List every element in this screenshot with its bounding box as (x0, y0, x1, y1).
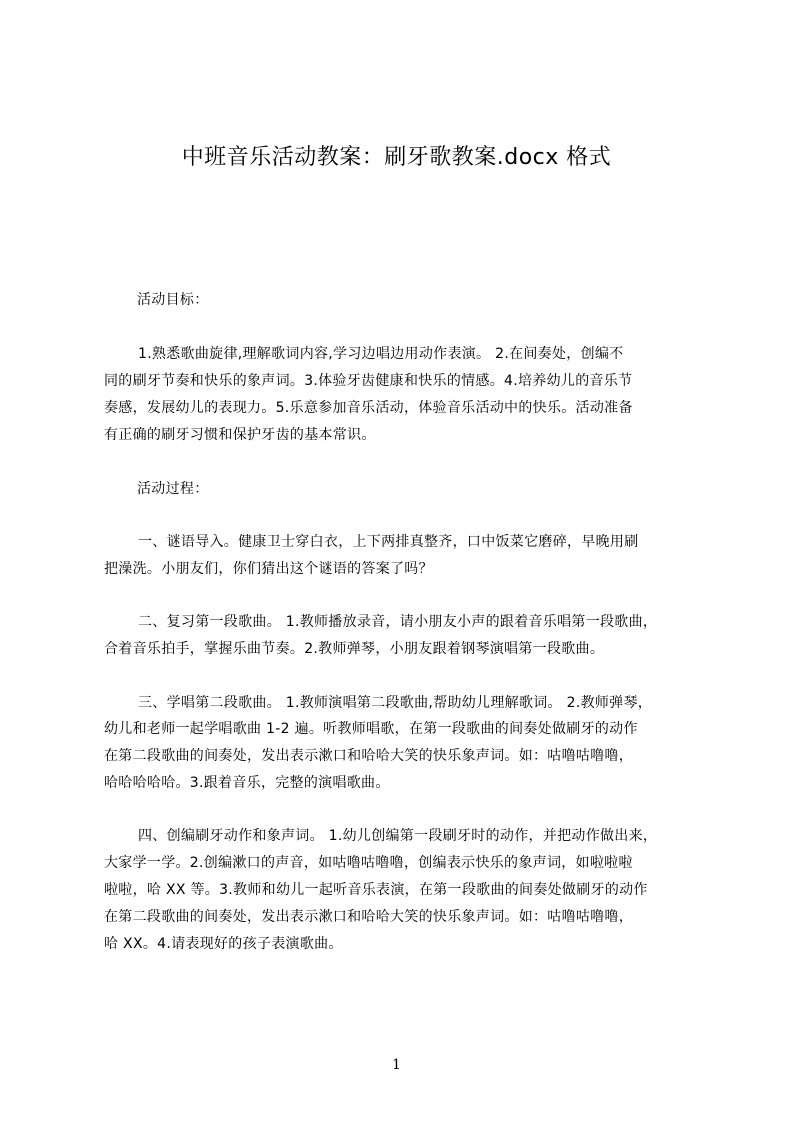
step1-line-1: 一、谜语导入。健康卫士穿白衣，上下两排真整齐，口中饭菜它磨碎，早晚用刷 (138, 534, 639, 550)
step4-line-3: 啦啦，哈 XX 等。3.教师和幼儿一起听音乐表演，在第一段歌曲的间奏处做刷牙的动作 (104, 882, 648, 898)
step4-line-1: 四、创编刷牙动作和象声词。 1.幼儿创编第一段刷牙时的动作，并把动作做出来， (138, 828, 658, 844)
step4-line-4: 在第二段歌曲的间奏处，发出表示漱口和哈哈大笑的快乐象声词。如：咕噜咕噜噜， (104, 909, 634, 925)
step4-line-5: 哈 XX。4.请表现好的孩子表演歌曲。 (104, 936, 343, 952)
step3-line-3: 在第二段歌曲的间奏处，发出表示漱口和哈哈大笑的快乐象声词。如：咕噜咕噜噜， (104, 748, 634, 764)
step3-line-4: 哈哈哈哈哈。3.跟着音乐，完整的演唱歌曲。 (104, 775, 390, 791)
goals-line-2: 同的刷牙节奏和快乐的象声词。3.体验牙齿健康和快乐的情感。4.培养幼儿的音乐节 (104, 373, 633, 389)
goals-line-4: 有正确的刷牙习惯和保护牙齿的基本常识。 (104, 427, 376, 443)
goals-line-3: 奏感，发展幼儿的表现力。5.乐意参加音乐活动，体验音乐活动中的快乐。活动准备 (104, 400, 633, 416)
step4-line-2: 大家学一学。2.创编漱口的声音，如咕噜咕噜噜，创编表示快乐的象声词，如啦啦啦 (104, 855, 633, 871)
step1-line-2: 把澡洗。小朋友们，你们猜出这个谜语的答案了吗？ (104, 561, 433, 577)
goals-line-1: 1.熟悉歌曲旋律,理解歌词内容,学习边唱边用动作表演。 2.在间奏处，创编不 (138, 346, 624, 362)
process-heading: 活动过程： (137, 481, 209, 497)
page-number: 1 (392, 1057, 401, 1073)
goals-heading: 活动目标： (137, 292, 209, 308)
step2-line-1: 二、复习第一段歌曲。 1.教师播放录音，请小朋友小声的跟着音乐唱第一段歌曲， (138, 614, 658, 630)
document-title: 中班音乐活动教案：刷牙歌教案.docx 格式 (181, 145, 612, 170)
step3-line-1: 三、学唱第二段歌曲。 1.教师演唱第二段歌曲,帮助幼儿理解歌词。 2.教师弹琴， (138, 695, 653, 711)
step3-line-2: 幼儿和老师一起学唱歌曲 1-2 遍。听教师唱歌，在第一段歌曲的间奏处做刷牙的动作 (104, 721, 638, 737)
step2-line-2: 合着音乐拍手，掌握乐曲节奏。2.教师弹琴，小朋友跟着钢琴演唱第一段歌曲。 (104, 641, 605, 657)
